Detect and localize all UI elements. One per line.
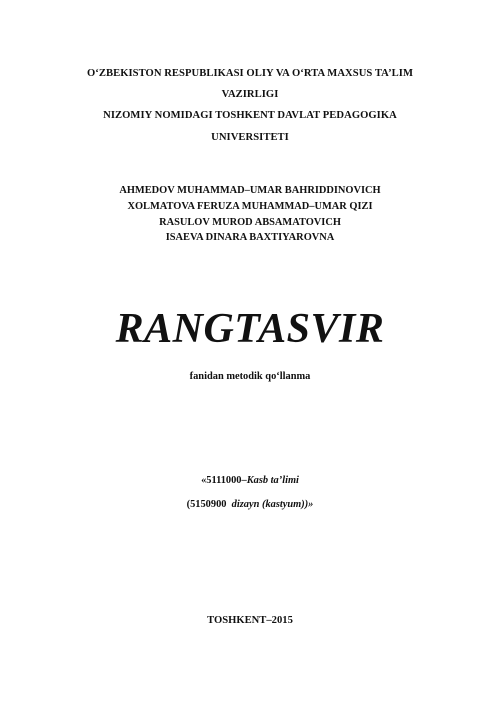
- document-subtitle: fanidan metodik qo‘llanma: [189, 371, 311, 382]
- author-3: RASULOV MUROD ABSAMATOVICH: [159, 217, 341, 228]
- institution-line-4: UNIVERSITETI: [211, 132, 289, 143]
- specialty-code-2: (5150900: [186, 499, 227, 510]
- specialty-code-1: «5111000–: [201, 475, 247, 486]
- institution-line-1: O‘ZBEKISTON RESPUBLIKASI OLIY VA O‘RTA MAXSUS TA’LIM: [87, 68, 413, 79]
- author-4: ISAEVA DINARA BAXTIYAROVNA: [165, 232, 335, 243]
- specialty-line-2: [0, 500, 500, 510]
- author-2: XOLMATOVA FERUZA MUHAMMAD–UMAR QIZI: [127, 201, 373, 212]
- imprint-city-year: TOSHKENT–2015: [207, 615, 293, 626]
- author-1: AHMEDOV MUHAMMAD–UMAR BAHRIDDINOVICH: [119, 185, 381, 196]
- document-title: RANGTASVIR: [115, 306, 385, 352]
- institution-line-3: NIZOMIY NOMIDAGI TOSHKENT DAVLAT PEDAGOGIKA: [103, 110, 397, 121]
- specialty-name-2: dizayn (kastyum))»: [231, 499, 314, 510]
- specialty-name-1: Kasb ta’limi: [246, 475, 299, 486]
- specialty-line-1: [0, 476, 500, 486]
- institution-line-2: VAZIRLIGI: [221, 89, 279, 100]
